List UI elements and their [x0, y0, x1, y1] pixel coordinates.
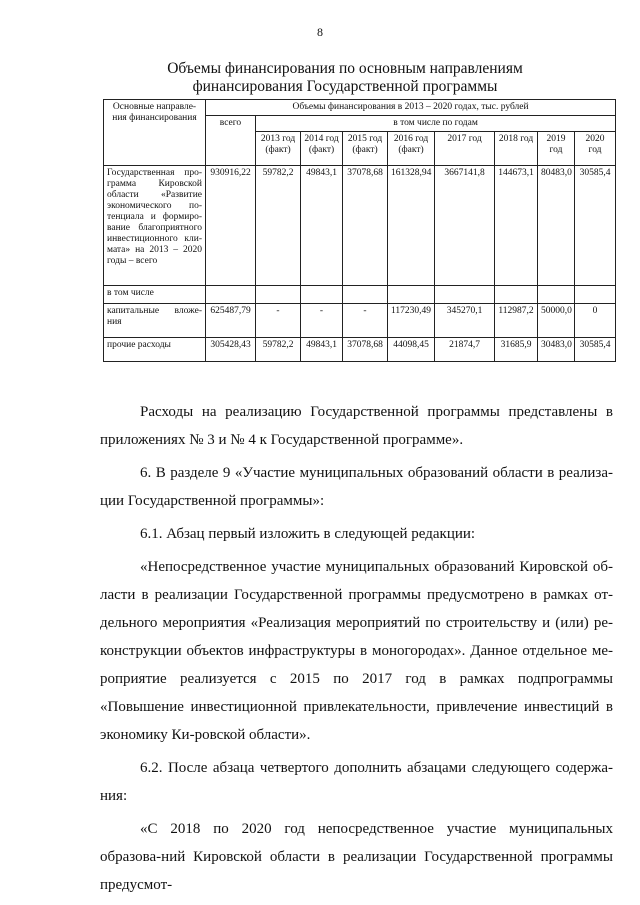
row-value: 37078,68	[343, 166, 388, 286]
row-label: Государственная про-грамма Кировской области «Развитие экономического по-тенциала и формиро-вание благоприятного инвестиционного кли-мата» на 2013 – 2020 годы – всего	[104, 166, 206, 286]
row-total: 930916,22	[206, 166, 256, 286]
row-value: 80483,0	[538, 166, 575, 286]
table-row	[104, 286, 616, 304]
row-value: 59782,2	[256, 166, 301, 286]
header-total: всего	[206, 116, 256, 166]
row-value: 30585,4	[575, 166, 616, 286]
row-value: 31685,9	[495, 338, 538, 362]
header-volumes: Объемы финансирования в 2013 – 2020 годах, тыс. рублей	[206, 100, 616, 116]
header-by-year: в том числе по годам	[256, 116, 616, 132]
table-title	[80, 60, 610, 96]
header-year: 2019 год	[538, 132, 575, 166]
row-value: 345270,1	[435, 304, 495, 338]
empty-cell	[256, 286, 301, 304]
empty-cell	[206, 286, 256, 304]
header-year: 2018 год	[495, 132, 538, 166]
body-text	[100, 398, 613, 904]
empty-cell	[435, 286, 495, 304]
paragraph: «Непосредственное участие муниципальных образований Кировской об-ласти в реализации Государственной программы предусмотрено в рамках от-дельного мероприятия «Реализация мероприятий по строительству и (или) ре-конструкции объектов инфраструктуры в моногородах». Данное отдельное ме-роприятие реализуется с 2015 по 2017 год в рамках подпрограммы «Повышение инвестиционной привлекательности, привлечение инвестиций в экономику Ки-ровской области».	[100, 559, 613, 743]
row-total: 625487,79	[206, 304, 256, 338]
row-value: 49843,1	[301, 338, 343, 362]
header-row-1	[104, 100, 616, 116]
header-year: 2016 год (факт)	[388, 132, 435, 166]
row-value: -	[301, 304, 343, 338]
row-value: 59782,2	[256, 338, 301, 362]
row-value: 3667141,8	[435, 166, 495, 286]
empty-cell	[343, 286, 388, 304]
paragraph: 6.2. После абзаца четвертого дополнить абзацами следующего содержа-ния:	[100, 760, 613, 804]
empty-cell	[538, 286, 575, 304]
row-value: 50000,0	[538, 304, 575, 338]
empty-cell	[388, 286, 435, 304]
row-value: 161328,94	[388, 166, 435, 286]
table-row	[104, 166, 616, 286]
header-year: 2015 год (факт)	[343, 132, 388, 166]
row-value: 30483,0	[538, 338, 575, 362]
row-value: 30585,4	[575, 338, 616, 362]
paragraph: 6. В разделе 9 «Участие муниципальных образований области в реализа-ции Государственной программы»:	[100, 465, 613, 509]
financing-table	[103, 99, 616, 362]
table-row	[104, 338, 616, 362]
row-value: 112987,2	[495, 304, 538, 338]
page-number: 8	[317, 25, 323, 39]
row-label: капитальные вложе-ния	[104, 304, 206, 338]
row-value: 44098,45	[388, 338, 435, 362]
empty-cell	[301, 286, 343, 304]
header-year: 2013 год (факт)	[256, 132, 301, 166]
row-value: 117230,49	[388, 304, 435, 338]
row-value: 49843,1	[301, 166, 343, 286]
table-title-line-1: Объемы финансирования по основным направлениям	[167, 60, 523, 77]
row-value: 37078,68	[343, 338, 388, 362]
row-value: 21874,7	[435, 338, 495, 362]
header-year: 2014 год (факт)	[301, 132, 343, 166]
row-value: -	[343, 304, 388, 338]
header-year: 2017 год	[435, 132, 495, 166]
row-total: 305428,43	[206, 338, 256, 362]
row-value: 144673,1	[495, 166, 538, 286]
header-directions: Основные направле-ния финансирования	[104, 100, 206, 166]
row-label: прочие расходы	[104, 338, 206, 362]
paragraph: Расходы на реализацию Государственной программы представлены в приложениях № 3 и № 4 к Государственной программе».	[100, 404, 613, 448]
paragraph: «С 2018 по 2020 год непосредственное участие муниципальных образова-ний Кировской области в реализации Государственной программы предусмот-	[100, 821, 613, 893]
row-label: в том числе	[104, 286, 206, 304]
header-year: 2020 год	[575, 132, 616, 166]
table-title-line-2: финансирования Государственной программы	[192, 78, 498, 95]
table-row	[104, 304, 616, 338]
row-value: 0	[575, 304, 616, 338]
paragraph: 6.1. Абзац первый изложить в следующей редакции:	[140, 526, 476, 542]
empty-cell	[495, 286, 538, 304]
empty-cell	[575, 286, 616, 304]
row-value: -	[256, 304, 301, 338]
